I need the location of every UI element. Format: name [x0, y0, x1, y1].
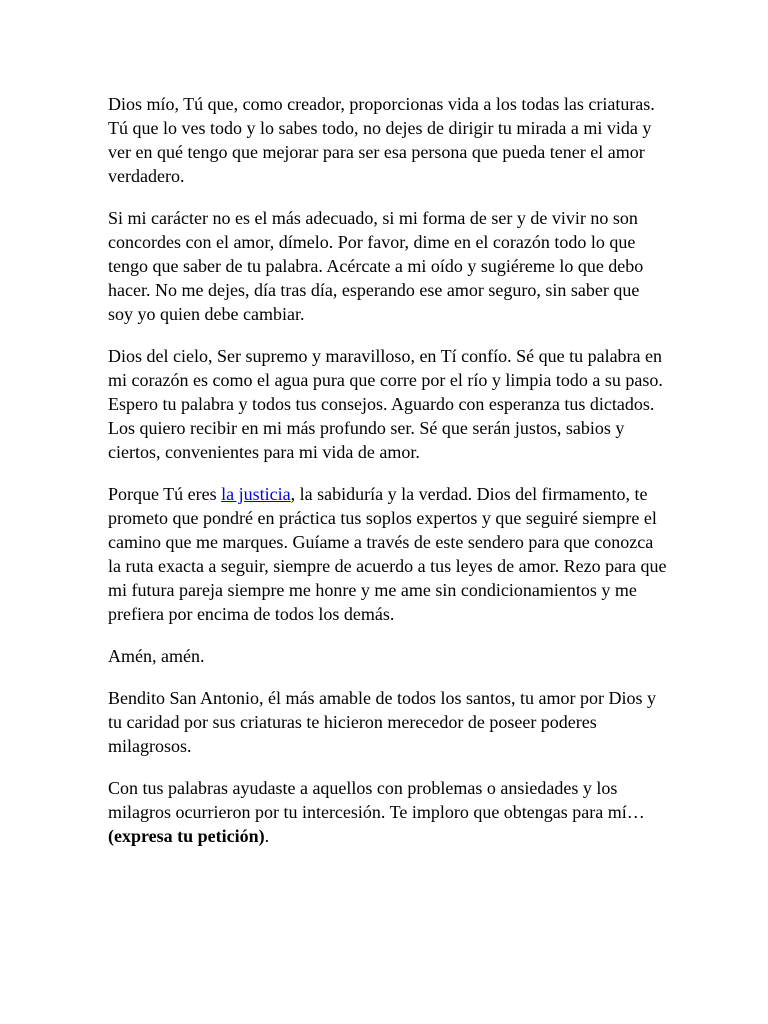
paragraph-2: Si mi carácter no es el más adecuado, si mi forma de ser y de vivir no son concordes con el amor, dímelo. Por favor, dime en el corazón todo lo que tengo que saber de tu palabra. Acércate a mi oído y sugiéreme lo que debo hacer. No me dejes, día tras día, esperando ese amor seguro, sin saber que soy yo quien debe cambiar.	[108, 208, 644, 324]
la-justicia-link[interactable]: la justicia	[221, 484, 291, 504]
paragraph-4	[108, 482, 668, 626]
paragraph-7	[108, 776, 668, 848]
document-body	[108, 92, 668, 866]
paragraph-7-text-after: .	[264, 826, 270, 846]
paragraph-4-text-after: , la sabiduría y la verdad. Dios del firmamento, te prometo que pondré en práctica tus soplos expertos y que seguiré siempre el camino que me marques. Guíame a través de este sendero para que conozca la ruta exacta a seguir, siempre de acuerdo a tus leyes de amor. Rezo para que mi futura pareja siempre me honre y me ame sin condicionamientos y me prefiera por encima de todos los demás.	[108, 484, 667, 624]
paragraph-5: Amén, amén.	[108, 646, 205, 666]
petition-placeholder: (expresa tu petición)	[108, 826, 265, 846]
paragraph-3: Dios del cielo, Ser supremo y maravilloso, en Tí confío. Sé que tu palabra en mi corazón es como el agua pura que corre por el río y limpia todo a su paso. Espero tu palabra y todos tus consejos. Aguardo con esperanza tus dictados. Los quiero recibir en mi más profundo ser. Sé que serán justos, sabios y ciertos, convenientes para mi vida de amor.	[108, 346, 663, 462]
paragraph-4-text-before: Porque Tú eres	[108, 484, 222, 504]
paragraph-6: Bendito San Antonio, él más amable de todos los santos, tu amor por Dios y tu caridad por sus criaturas te hicieron merecedor de poseer poderes milagrosos.	[108, 688, 656, 756]
paragraph-1: Dios mío, Tú que, como creador, proporcionas vida a los todas las criaturas. Tú que lo ves todo y lo sabes todo, no dejes de dirigir tu mirada a mi vida y ver en qué tengo que mejorar para ser esa persona que pueda tener el amor verdadero.	[108, 94, 655, 186]
paragraph-7-text-before: Con tus palabras ayudaste a aquellos con problemas o ansiedades y los milagros ocurrieron por tu intercesión. Te imploro que obtengas para mí…	[108, 778, 645, 822]
